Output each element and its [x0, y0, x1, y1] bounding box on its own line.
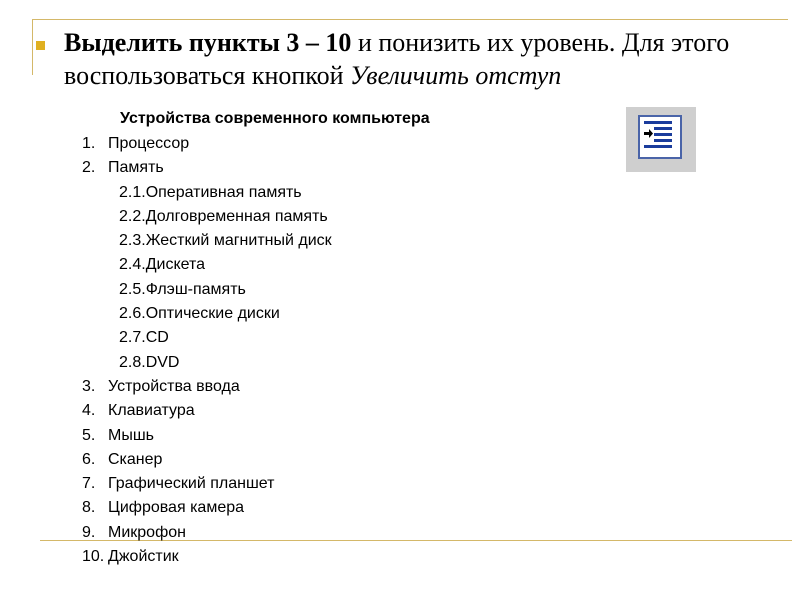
list-item-label: Флэш-память [145, 280, 246, 298]
list-item-label: Долговременная память [145, 207, 328, 225]
numbered-outline [82, 132, 332, 569]
list-item-number: 6. [82, 450, 96, 468]
list-item-number: 2.2. [119, 207, 146, 225]
increase-indent-button[interactable] [626, 107, 696, 172]
list-title: Устройства современного компьютера [120, 110, 430, 127]
list-item-label: Клавиатура [108, 402, 195, 420]
list-item [82, 253, 332, 277]
list-item-number: 2.5. [119, 280, 146, 298]
list-item [82, 545, 332, 569]
list-item [82, 375, 332, 399]
increase-indent-button-face[interactable] [638, 115, 682, 159]
list-item [82, 205, 332, 229]
list-item-label: Устройства ввода [108, 377, 240, 395]
list-item [82, 326, 332, 350]
list-item-number: 2.4. [119, 256, 146, 274]
list-item-label: DVD [145, 353, 180, 371]
list-item-label: Цифровая камера [108, 499, 245, 517]
list-item [82, 521, 332, 545]
list-item [82, 351, 332, 375]
list-item [82, 181, 332, 205]
list-item-number: 2.8. [119, 353, 146, 371]
list-item-number: 2.1. [119, 183, 146, 201]
list-item-number: 8. [82, 499, 96, 517]
list-item [82, 424, 332, 448]
list-item-number: 5. [82, 426, 96, 444]
list-item-label: Оперативная память [145, 183, 302, 201]
list-item-number: 4. [82, 402, 96, 420]
heading-italic-part: Увеличить отступ [350, 61, 562, 90]
list-item-number: 1. [82, 135, 96, 152]
list-item-label: Процессор [108, 135, 190, 152]
list-item [82, 229, 332, 253]
heading-bold-part: Выделить пункты 3 – 10 [64, 28, 352, 57]
list-item-label: Оптические диски [145, 305, 280, 323]
list-item [82, 156, 332, 180]
list-item-label: Джойстик [108, 548, 179, 566]
left-rule [32, 19, 33, 75]
list-item [82, 472, 332, 496]
list-item-number: 10. [82, 548, 105, 566]
list-item [82, 399, 332, 423]
increase-indent-icon [640, 117, 680, 157]
list-item [82, 448, 332, 472]
list-item [82, 302, 332, 326]
list-item-number: 2.6. [119, 305, 146, 323]
slide-heading [64, 26, 764, 92]
top-rule [32, 19, 788, 20]
heading-bullet [36, 41, 45, 50]
list-item-label: Дискета [145, 256, 206, 274]
heading-plain-part: и понизить их уровень. Для этого воспользоваться кнопкой [64, 28, 730, 90]
list-item [82, 278, 332, 302]
list-item-label: Память [108, 159, 164, 177]
list-item-label: Сканер [108, 450, 163, 468]
list-item-number: 2.3. [119, 232, 146, 250]
list-item-number: 2.7. [119, 329, 146, 347]
list-item-number: 9. [82, 523, 96, 541]
list-item-label: CD [145, 329, 169, 347]
list-item-number: 7. [82, 475, 96, 493]
list-item-number: 3. [82, 377, 96, 395]
list-item-number: 2. [82, 159, 96, 177]
list-item-label: Графический планшет [108, 475, 275, 493]
list-item-label: Микрофон [108, 523, 186, 541]
list-item [82, 132, 332, 156]
list-item-label: Жесткий магнитный диск [145, 232, 332, 250]
list-item-label: Мышь [108, 426, 154, 444]
list-item [82, 496, 332, 520]
